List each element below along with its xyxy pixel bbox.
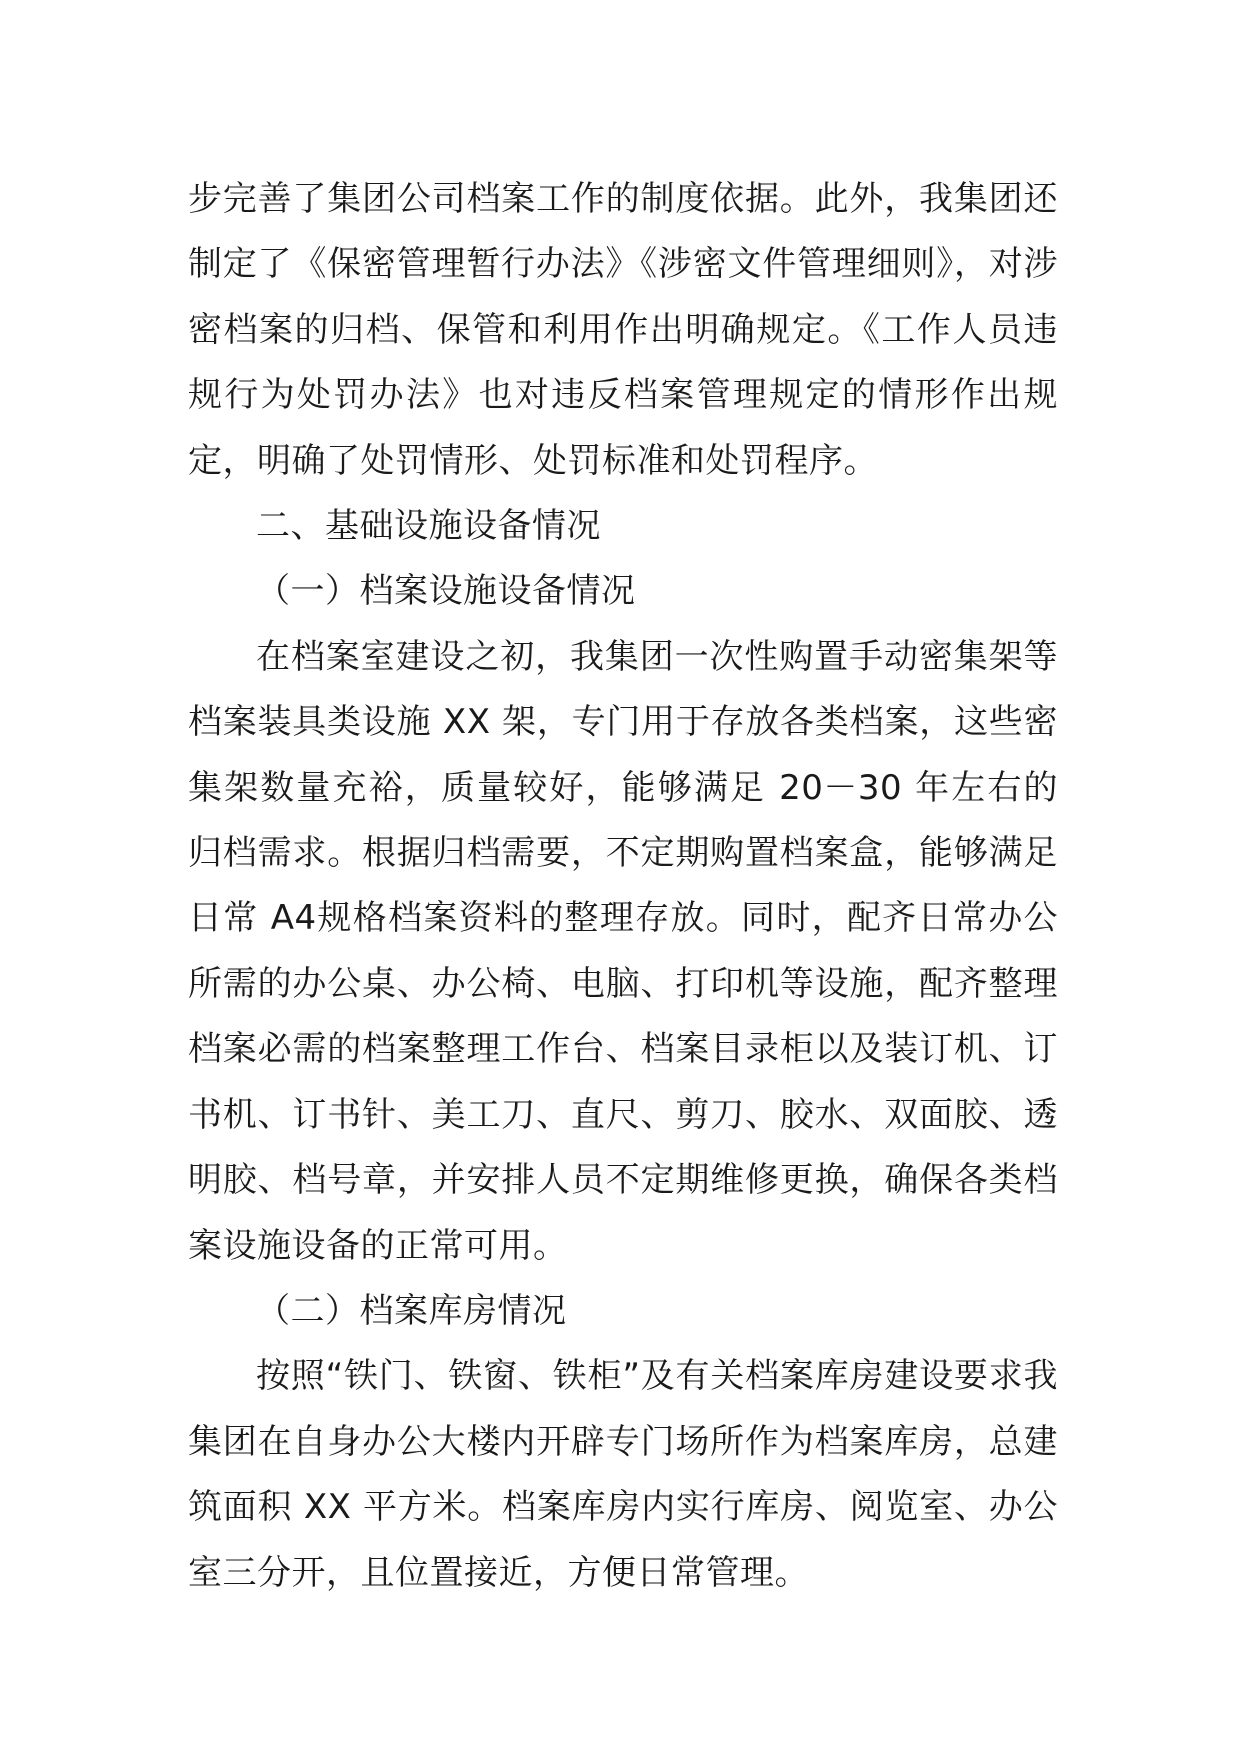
subsection-heading-facilities: （一）档案设施设备情况 [256,571,636,612]
paragraph-storage-room: 按照“铁门、铁窗、铁柜”及有关档案库房建设要求我集团在自身办公大楼内开辟专门场所作为档案库房，总建筑面积 XX 平方米。档案库房内实行库房、阅览室、办公室三分开，且位置接近，方便日常管理。 [188,1356,1058,1593]
subsection-heading-storage-room: （二）档案库房情况 [256,1290,567,1331]
document-body [188,167,1058,1606]
section-heading-infrastructure: 二、基础设施设备情况 [256,506,601,547]
paragraph-facilities-equipment: 在档案室建设之初，我集团一次性购置手动密集架等档案装具类设施 XX 架，专门用于存放各类档案，这些密集架数量充裕，质量较好，能够满足 20－30 年左右的归档需求。根据归档需要，不定期购置档案盒，能够满足日常 A4规格档案资料的整理存放。同时，配齐日常办公所需的办公桌、办公椅、电脑、打印机等设施，配齐整理档案必需的档案整理工作台、档案目录柜以及装订机、订书机、订书针、美工刀、直尺、剪刀、胶水、双面胶、透明胶、档号章，并安排人员不定期维修更换，确保各类档案设施设备的正常可用。 [188,636,1058,1266]
paragraph-continued-regulations: 步完善了集团公司档案工作的制度依据。此外，我集团还制定了《保密管理暂行办法》《涉密文件管理细则》，对涉密档案的归档、保管和利用作出明确规定。《工作人员违规行为处罚办法》也对违反档案管理规定的情形作出规定，明确了处罚情形、处罚标准和处罚程序。 [188,179,1058,481]
